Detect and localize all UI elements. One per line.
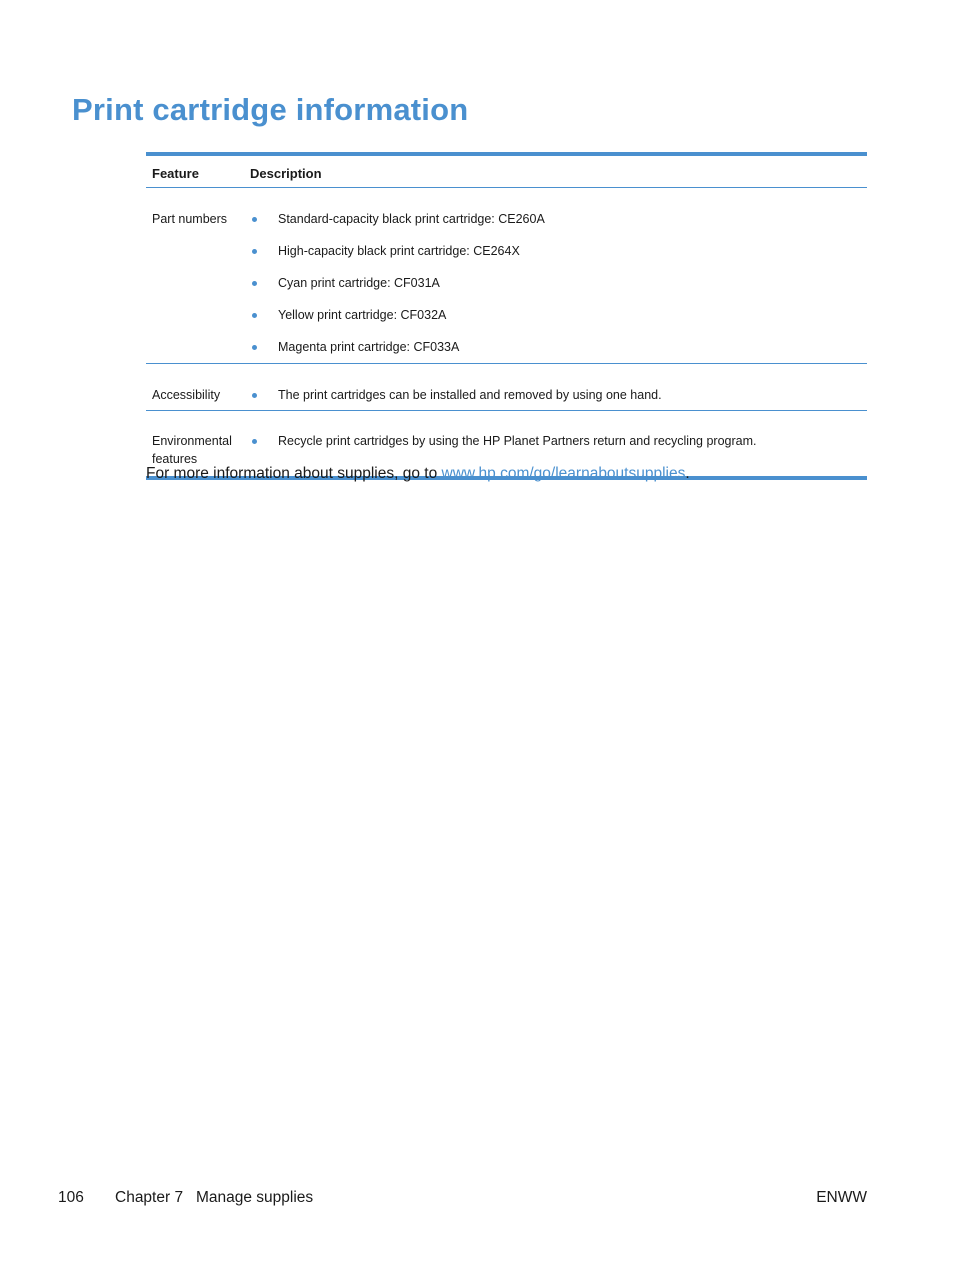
list-item: Standard-capacity black print cartridge: CE260A xyxy=(250,210,867,228)
bullet-icon xyxy=(252,249,257,254)
bullet-icon xyxy=(252,439,257,444)
table-row xyxy=(146,204,867,364)
list-item: Recycle print cartridges by using the HP Planet Partners return and recycling program. xyxy=(250,432,867,450)
header-feature: Feature xyxy=(152,166,199,181)
list-item: Cyan print cartridge: CF031A xyxy=(250,274,867,292)
page-number: 106 xyxy=(58,1189,84,1206)
description-list xyxy=(250,204,867,356)
list-item: The print cartridges can be installed and removed by using one hand. xyxy=(250,386,867,404)
supplies-link[interactable]: www.hp.com/go/learnaboutsupplies xyxy=(441,465,686,482)
cartridge-info-table xyxy=(146,152,867,480)
bullet-icon xyxy=(252,345,257,350)
list-item: Yellow print cartridge: CF032A xyxy=(250,306,867,324)
description-list xyxy=(250,427,867,450)
list-item: High-capacity black print cartridge: CE264X xyxy=(250,242,867,260)
header-description: Description xyxy=(250,166,322,181)
bullet-icon xyxy=(252,217,257,222)
feature-cell: Environmental features xyxy=(152,434,232,466)
chapter-label: Chapter 7 Manage supplies xyxy=(115,1189,314,1206)
bullet-icon xyxy=(252,281,257,286)
footer-code: ENWW xyxy=(816,1189,867,1206)
feature-cell: Accessibility xyxy=(152,388,221,402)
feature-cell: Part numbers xyxy=(152,212,228,226)
table-header xyxy=(146,156,867,188)
more-info-text: For more information about supplies, go to www.hp.com/go/learnaboutsupplies. xyxy=(146,465,690,482)
bullet-icon xyxy=(252,393,257,398)
table-row xyxy=(146,380,867,411)
bullet-icon xyxy=(252,313,257,318)
list-item: Magenta print cartridge: CF033A xyxy=(250,338,867,356)
description-list xyxy=(250,380,867,404)
page-title: Print cartridge information xyxy=(72,92,469,127)
